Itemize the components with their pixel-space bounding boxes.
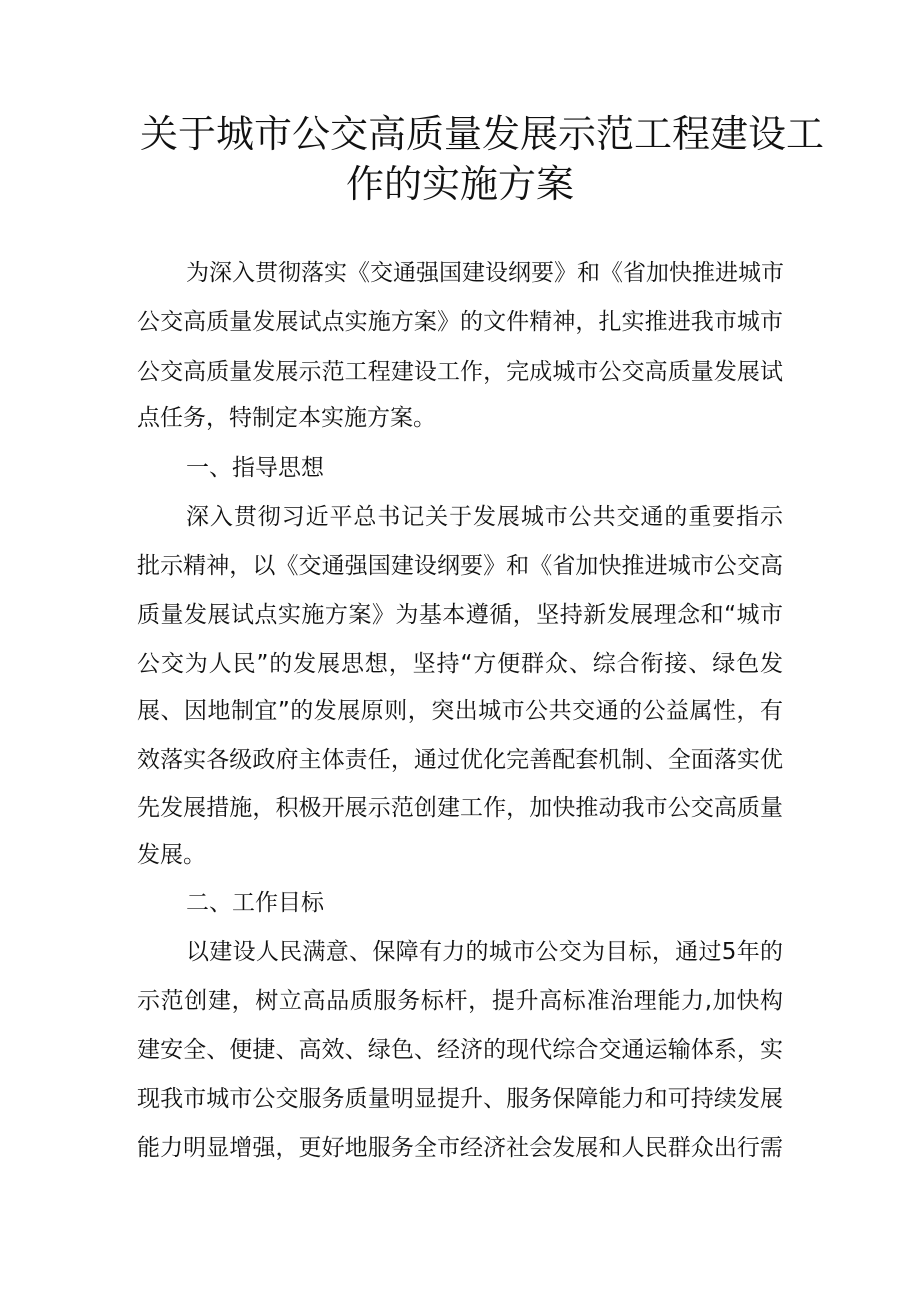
paragraph-goals-line: 示范创建，树立高品质服务标杆，提升高标准治理能力,加快构: [137, 988, 783, 1014]
paragraph-intro-line: 为深入贯彻落实《交通强国建设纲要》和《省加快推进城市: [186, 260, 784, 286]
paragraph-guiding-line: 展、因地制宜”的发展原则，突出城市公共交通的公益属性，有: [137, 698, 783, 724]
paragraph-goals-line: 现我市城市公交服务质量明显提升、服务保障能力和可持续发展: [137, 1086, 783, 1112]
document-title-line-1: 关于城市公交高质量发展示范工程建设工: [140, 112, 825, 156]
paragraph-guiding-line: 发展。: [137, 842, 206, 868]
paragraph-guiding-line: 效落实各级政府主体责任，通过优化完善配套机制、全面落实优: [137, 747, 783, 773]
paragraph-guiding-line: 深入贯彻习近平总书记关于发展城市公共交通的重要指示: [186, 504, 783, 530]
section-heading-work-goals: 二、工作目标: [186, 890, 324, 916]
paragraph-intro-line: 公交高质量发展示范工程建设工作，完成城市公交高质量发展试: [137, 359, 783, 385]
paragraph-intro-line: 点任务，特制定本实施方案。: [137, 405, 436, 431]
paragraph-guiding-line: 公交为人民”的发展思想，坚持“方便群众、综合衔接、绿色发: [137, 651, 783, 677]
section-heading-guiding-ideology: 一、指导思想: [186, 455, 324, 481]
paragraph-goals-line: 建安全、便捷、高效、绿色、经济的现代综合交通运输体系，实: [137, 1037, 783, 1063]
paragraph-guiding-line: 先发展措施，积极开展示范创建工作，加快推动我市公交高质量: [137, 795, 783, 821]
paragraph-goals-line: 能力明显增强，更好地服务全市经济社会发展和人民群众出行需: [137, 1135, 783, 1161]
paragraph-guiding-line: 批示精神，以《交通强国建设纲要》和《省加快推进城市公交高: [137, 553, 783, 579]
document-title-line-2: 作的实施方案: [345, 162, 574, 206]
paragraph-guiding-line: 质量发展试点实施方案》为基本遵循，坚持新发展理念和“城市: [137, 602, 783, 628]
paragraph-goals-line: 以建设人民满意、保障有力的城市公交为目标，通过5年的: [186, 939, 783, 965]
paragraph-intro-line: 公交高质量发展试点实施方案》的文件精神，扎实推进我市城市: [137, 309, 783, 335]
